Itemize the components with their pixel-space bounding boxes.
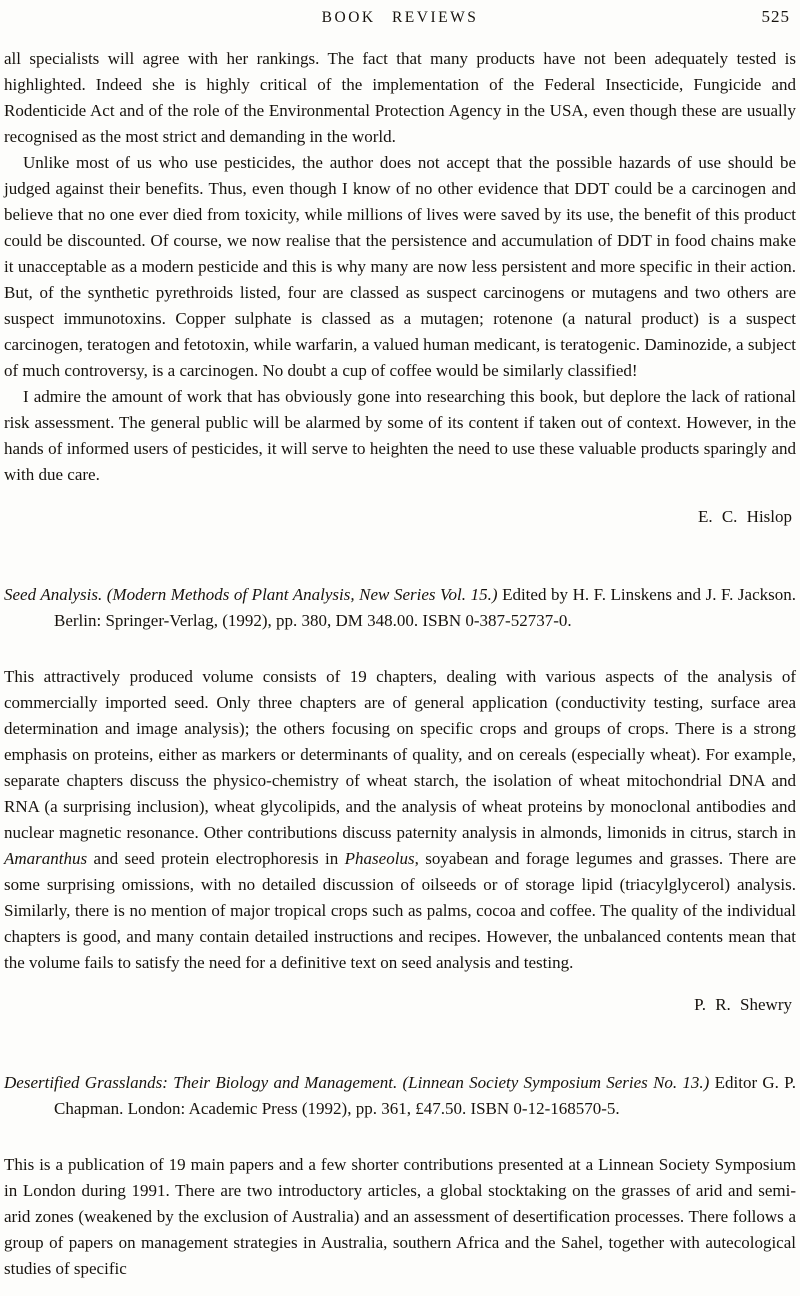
species-name: Amaranthus: [4, 849, 88, 868]
review3-body: This is a publication of 19 main papers and a few shorter contributions presented at a Linnean Society Symposium in London during 1991. There are two introductory articles, a global stocktaking on the grasses of arid and semi-arid zones (weakened by the exclusion of Australia) and an assessment of desertification processes. There follows a group of papers on management strategies in Australia, southern Africa and the Sahel, together with autecological studies of specific: [4, 1155, 796, 1278]
review-seed-analysis: [4, 582, 796, 1018]
review2-body: [4, 664, 796, 976]
running-head: [4, 4, 796, 28]
book-citation: [4, 1070, 796, 1122]
review2-body-text: This attractively produced volume consists of 19 chapters, dealing with various aspects of the analysis of commercially imported seed. Only three chapters are of general application (conductivity testing, surface area determination and image analysis); the others focusing on specific crops and groups of crops. There is a strong emphasis on proteins, either as markers or determinants of quality, and on cereals (especially wheat). For example, separate chapters discuss the physico-chemistry of wheat starch, the isolation of wheat mitochondrial DNA and RNA (a surprising inclusion), wheat glycolipids, and the analysis of wheat proteins by monoclonal antibodies and nuclear magnetic resonance. Other contributions discuss paternity analysis in almonds, limonids in citrus, starch in: [4, 667, 796, 842]
citation-title: Seed Analysis. (Modern Methods of Plant Analysis, New Series Vol. 15.): [4, 585, 498, 604]
page-number: 525: [761, 7, 790, 26]
citation-title: Desertified Grasslands: Their Biology and Management. (Linnean Society Symposium Series No. 13.): [4, 1073, 710, 1092]
review2-body-text: and seed protein electrophoresis in: [87, 849, 345, 868]
review-desertified-grasslands: [4, 1070, 796, 1282]
review1-paragraph-1: all specialists will agree with her rankings. The fact that many products have not been adequately tested is highlighted. Indeed she is highly critical of the implementation of the Federal Insecticide, Fungicide and Rodenticide Act and of the role of the Environmental Protection Agency in the USA, even though these are usually recognised as the most strict and demanding in the world.: [4, 49, 796, 146]
review2-body-text: , soyabean and forage legumes and grasses. There are some surprising omissions, with no detailed discussion of oilseeds or of storage lipid (triacylglycerol) analysis. Similarly, there is no mention of major tropical crops such as palms, cocoa and coffee. The quality of the individual chapters is good, and many contain detailed instructions and recipes. However, the unbalanced contents mean that the volume fails to satisfy the need for a definitive text on seed analysis and testing.: [4, 849, 796, 972]
citation-details: Editor G. P. Chapman. London: Academic Press (1992), pp. 361, £47.50. ISBN 0-12-168570-5.: [54, 1073, 797, 1118]
reviewer-signature: P. R. Shewry: [694, 995, 792, 1014]
citation-details: Edited by H. F. Linskens and J. F. Jackson. Berlin: Springer-Verlag, (1992), pp. 380, DM 348.00. ISBN 0-387-52737-0.: [54, 585, 796, 630]
review1-paragraph-2: Unlike most of us who use pesticides, the author does not accept that the possible hazards of use should be judged against their benefits. Thus, even though I know of no other evidence that DDT could be a carcinogen and believe that no one ever died from toxicity, while millions of lives were saved by its use, the benefit of this product could be discounted. Of course, we now realise that the persistence and accumulation of DDT in food chains make it unacceptable as a modern pesticide and this is why many are now less persistent and more specific in their action. But, of the synthetic pyrethroids listed, four are classed as suspect carcinogens or mutagens and two others are suspect immunotoxins. Copper sulphate is classed as a mutagen; rotenone (a natural product) is a suspect carcinogen, teratogen and fetotoxin, while warfarin, a valued human medicant, is teratogenic. Daminozide, a subject of much controversy, is a carcinogen. No doubt a cup of coffee would be similarly classified!: [4, 153, 796, 380]
review-pesticides-continuation: [4, 46, 796, 530]
book-citation: [4, 582, 796, 634]
review1-paragraph-3: I admire the amount of work that has obviously gone into researching this book, but deplore the lack of rational risk assessment. The general public will be alarmed by some of its content if taken out of context. However, in the hands of informed users of pesticides, it will serve to heighten the need to use these valuable products sparingly and with due care.: [4, 387, 796, 484]
running-head-title: BOOK REVIEWS: [321, 9, 479, 26]
species-name: Phaseolus: [344, 849, 415, 868]
reviewer-signature: E. C. Hislop: [697, 507, 792, 526]
